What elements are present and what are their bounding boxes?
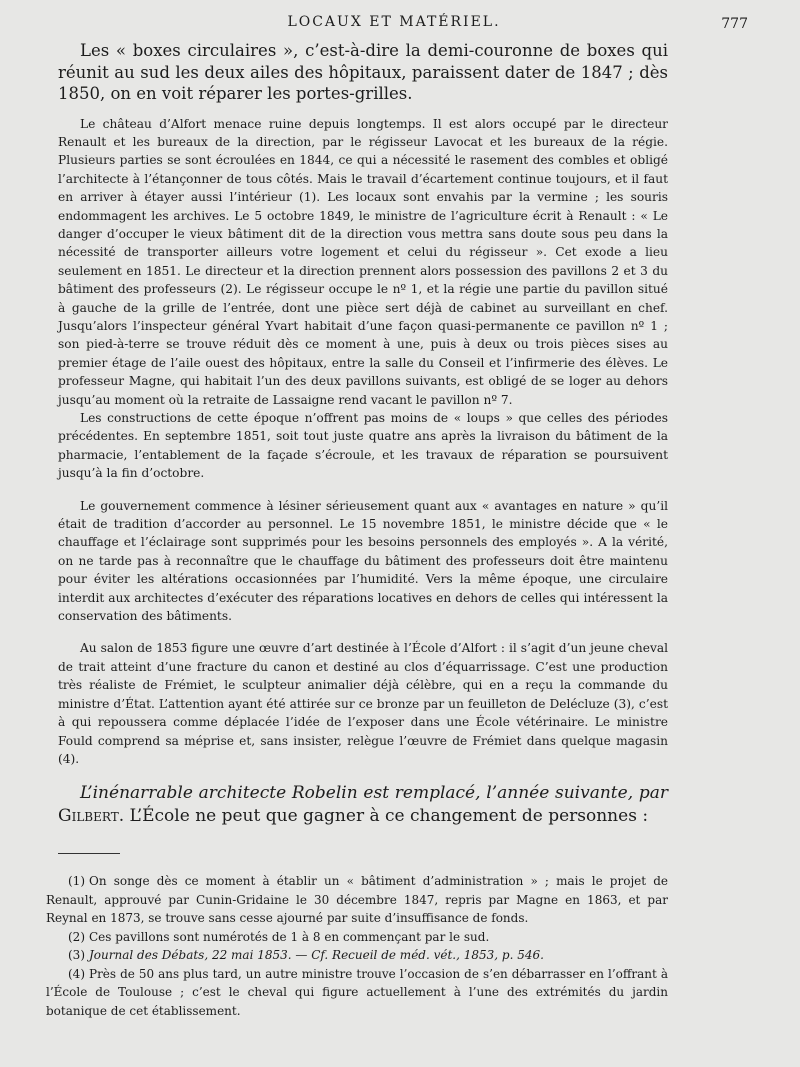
robelin-text-rest: . L’École ne peut que gagner à ce changement de personnes : <box>118 806 649 827</box>
footnote-text: Près de 50 ans plus tard, un autre ministre trouve l’occasion de s’en débarrasser en l’offrant à l’École de Toulouse ; c’est le cheval qui figure actuellement à l’une des extrémités du jardin botanique de cet établissement. <box>46 966 668 1018</box>
paragraph-gouvernement: Le gouvernement commence à lésiner sérieusement quant aux « avantages en nature » qu’il était de tradition d’accorder au personnel. Le 15 novembre 1851, le ministre décide que « le chauffage et l’éclairage sont supprimés pour les besoins personnels des employés ». A la vérité, on ne tarde pas à reconnaître que le chauffage du bâtiment des professeurs doit être maintenu pour éviter les altérations occasionnées par l’humidité. Vers la même époque, une circulaire interdit aux architectes d’exécuter des réparations locatives en dehors de celles qui intéressent la conservation des bâtiments. <box>58 498 668 624</box>
footnote-text: On songe dès ce moment à établir un « bâtiment d’administration » ; mais le projet de Renault, approuvé par Cunin-Gridaine le 30 décembre 1847, repris par Magne en 1863, et par Reynal en 1873, se trouve sans cesse ajourné par suite d’insuffisance de fonds. <box>46 874 668 925</box>
footnote-mark: (3) <box>68 948 85 962</box>
paragraph-chateau: Le château d’Alfort menace ruine depuis longtemps. Il est alors occupé par le directeur Renault et les bureaux de la direction, par le régisseur Lavocat et les bureaux de la régie. Plusieurs parties se sont écroulées en 1844, ce qui a nécessité le rasement des combles et obligé l’architecte à l’étançonner de tous côtés. Mais le travail d’écartement continue toujours, et il faut en arriver à étayer aussi l’intérieur (1). Les locaux sont envahis par la vermine ; les souris endommagent les archives. Le 5 octobre 1849, le ministre de l’agriculture écrit à Renault : « Le danger d’occuper le vieux bâtiment dit de la direction vous mettra sans doute sous peu dans la nécessité de transporter ailleurs votre logement et celui du régisseur ». Cet exode a lieu seulement en 1851. Le directeur et la direction prennent alors possession des pavillons 2 et 3 du bâtiment des professeurs (2). Le régisseur occupe le nº 1, et la régie une partie du pavillon situé à gauche de la grille de l’entrée, dont une pièce sert déjà de cabinet au surveillant en chef. Jusqu’alors l’inspecteur général Yvart habitait d’une façon quasi-permanente ce pavillon nº 1 ; son pied-à-terre se trouve réduit dès ce moment à une, puis à deux ou trois pièces sises au premier étage de l’aile ouest des hôpitaux, entre la salle du Conseil et l’infirmerie des élèves. Le professeur Magne, qui habitait l’un des deux pavillons suivants, est obligé de se loger au dehors jusqu’au moment où la retraite de Lassaigne rend vacant le pavillon nº 7. <box>58 116 668 407</box>
footnote-2 <box>46 928 668 947</box>
body-text <box>58 40 668 828</box>
running-head: LOCAUX ET MATÉRIEL. <box>287 14 501 30</box>
footnote-rule <box>58 853 120 854</box>
footnote-mark: (2) <box>68 929 85 944</box>
page-header <box>40 10 748 34</box>
footnote-3 <box>46 946 668 965</box>
footnote-text: Ces pavillons sont numérotés de 1 à 8 en commençant par le sud. <box>89 929 490 944</box>
robelin-text: L’inénarrable architecte Robelin est remplacé, l’année suivante, par <box>80 783 668 804</box>
gilbert-name: Gilbert <box>58 806 119 827</box>
page-number: 777 <box>721 16 748 32</box>
footnote-text: Journal des Débats, 22 mai 1853. — Cf. Recueil de méd. vét., 1853, p. 546. <box>89 948 544 962</box>
paragraph-salon: Au salon de 1853 figure une œuvre d’art destinée à l’École d’Alfort : il s’agit d’un jeune cheval de trait atteint d’une fracture du canon et destiné au clos d’équarrissage. C’est une production très réaliste de Frémiet, le sculpteur animalier déjà célèbre, qui en a reçu la commande du ministre d’État. L’attention ayant été attirée sur ce bronze par un feuilleton de Delécluze (3), c’est à qui repoussera comme déplacée l’idée de l’exposer dans une École vétérinaire. Le ministre Fould comprend sa méprise et, sans insister, relègue l’œuvre de Frémiet dans quelque magasin (4). <box>58 641 668 766</box>
footnote-mark: (4) <box>68 966 85 981</box>
footnote-1 <box>46 872 668 928</box>
paragraph-robelin <box>58 782 668 828</box>
paragraph-boxes: Les « boxes circulaires », c’est-à-dire la demi-couronne de boxes qui réunit au sud les deux ailes des hôpitaux, paraissent dater de 1847 ; dès 1850, on en voit réparer les portes-grilles. <box>58 41 668 103</box>
paragraph-constructions: Les constructions de cette époque n’offrent pas moins de « loups » que celles des périodes précédentes. En septembre 1851, soit tout juste quatre ans après la livraison du bâtiment de la pharmacie, l’entablement de la façade s’écroule, et les travaux de réparation se poursuivent jusqu’à la fin d’octobre. <box>58 411 668 481</box>
footnote-mark: (1) <box>68 874 85 888</box>
footnotes <box>46 872 668 1020</box>
footnote-4 <box>46 965 668 1021</box>
